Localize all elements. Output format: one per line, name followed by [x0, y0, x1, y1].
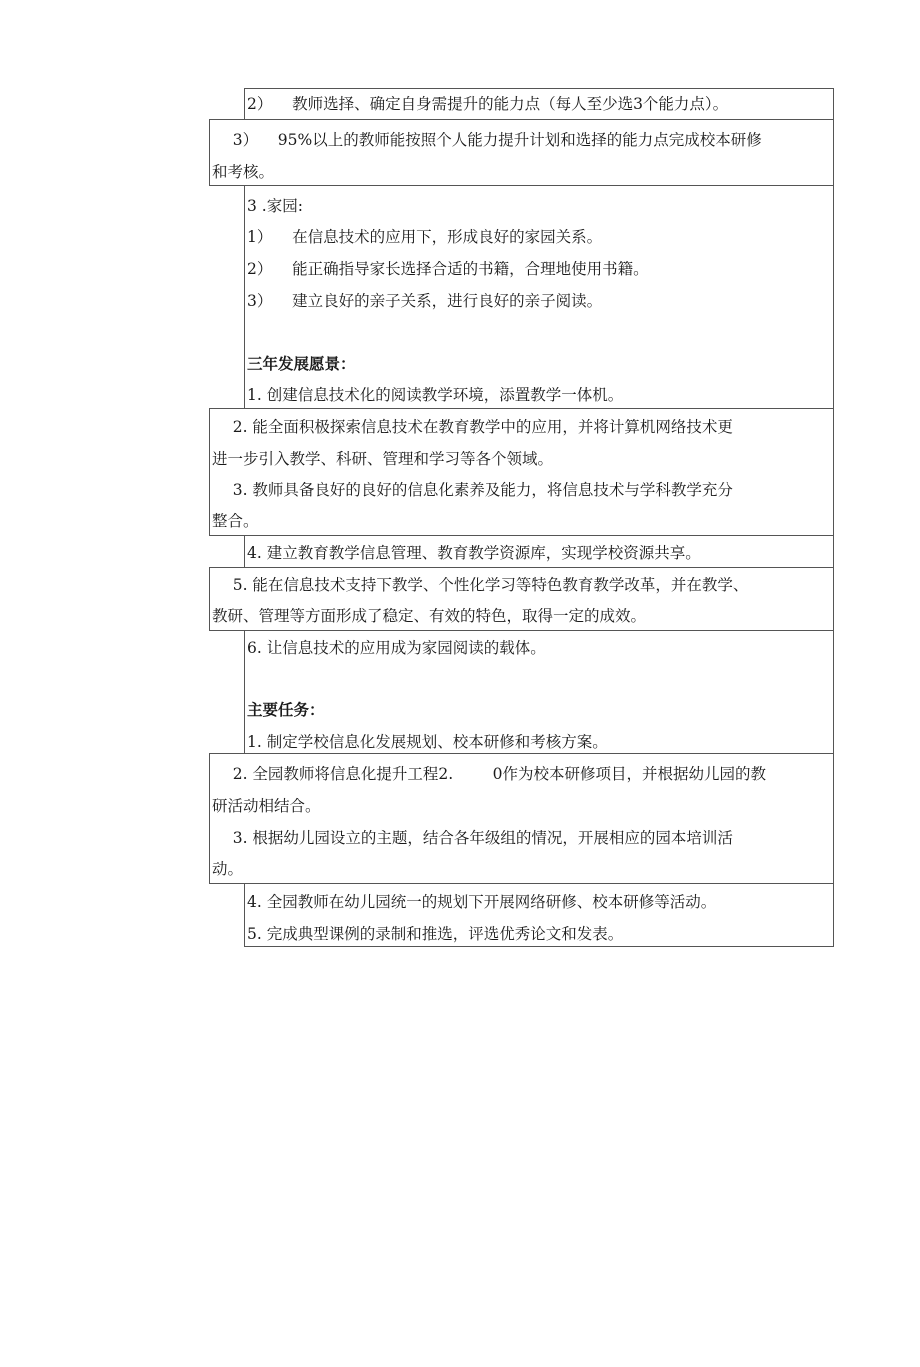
- text-line: 2） 教师选择、确定自身需提升的能力点（每人至少选3个能力点）。: [247, 95, 729, 113]
- text-line: 进一步引入教学、科研、管理和学习等各个领域。: [212, 450, 554, 468]
- section-heading: 三年发展愿景：: [247, 355, 356, 373]
- text-line: 和考核。: [212, 163, 275, 181]
- text-line: 研活动相结合。: [212, 797, 321, 815]
- text-line: 1） 在信息技术的应用下，形成良好的家园关系。: [247, 228, 603, 246]
- text-line: 动。: [212, 860, 244, 878]
- text-line: 5. 完成典型课例的录制和推选，评选优秀论文和发表。: [247, 925, 624, 943]
- text-line: 3） 建立良好的亲子关系，进行良好的亲子阅读。: [247, 292, 603, 310]
- text-line: 6. 让信息技术的应用成为家园阅读的载体。: [247, 639, 546, 657]
- text-line: 2. 能全面积极探索信息技术在教育教学中的应用，并将计算机网络技术更: [213, 418, 733, 436]
- text-line: 4. 建立教育教学信息管理、教育教学资源库，实现学校资源共享。: [247, 544, 701, 562]
- text-line: 整合。: [212, 512, 259, 530]
- text-line: 3. 根据幼儿园设立的主题，结合各年级组的情况，开展相应的园本培训活: [213, 829, 733, 847]
- text-line: 3 .家园:: [247, 197, 303, 215]
- text-line: 4. 全园教师在幼儿园统一的规划下开展网络研修、校本研修等活动。: [247, 893, 717, 911]
- text-line: 3. 教师具备良好的良好的信息化素养及能力，将信息技术与学科教学充分: [213, 481, 733, 499]
- section-heading: 主要任务：: [247, 701, 325, 719]
- text-line: 5. 能在信息技术支持下教学、个性化学习等特色教育教学改革，并在教学、: [213, 576, 749, 594]
- text-line: 教研、管理等方面形成了稳定、有效的特色，取得一定的成效。: [212, 607, 647, 625]
- text-line: 2） 能正确指导家长选择合适的书籍，合理地使用书籍。: [247, 260, 649, 278]
- text-line: 2. 全园教师将信息化提升工程2. 0作为校本研修项目，并根据幼儿园的教: [213, 765, 766, 783]
- text-line: 3） 95%以上的教师能按照个人能力提升计划和选择的能力点完成校本研修: [213, 131, 762, 149]
- text-line: 1. 制定学校信息化发展规划、校本研修和考核方案。: [247, 733, 608, 751]
- text-line: 1. 创建信息技术化的阅读教学环境，添置教学一体机。: [247, 386, 624, 404]
